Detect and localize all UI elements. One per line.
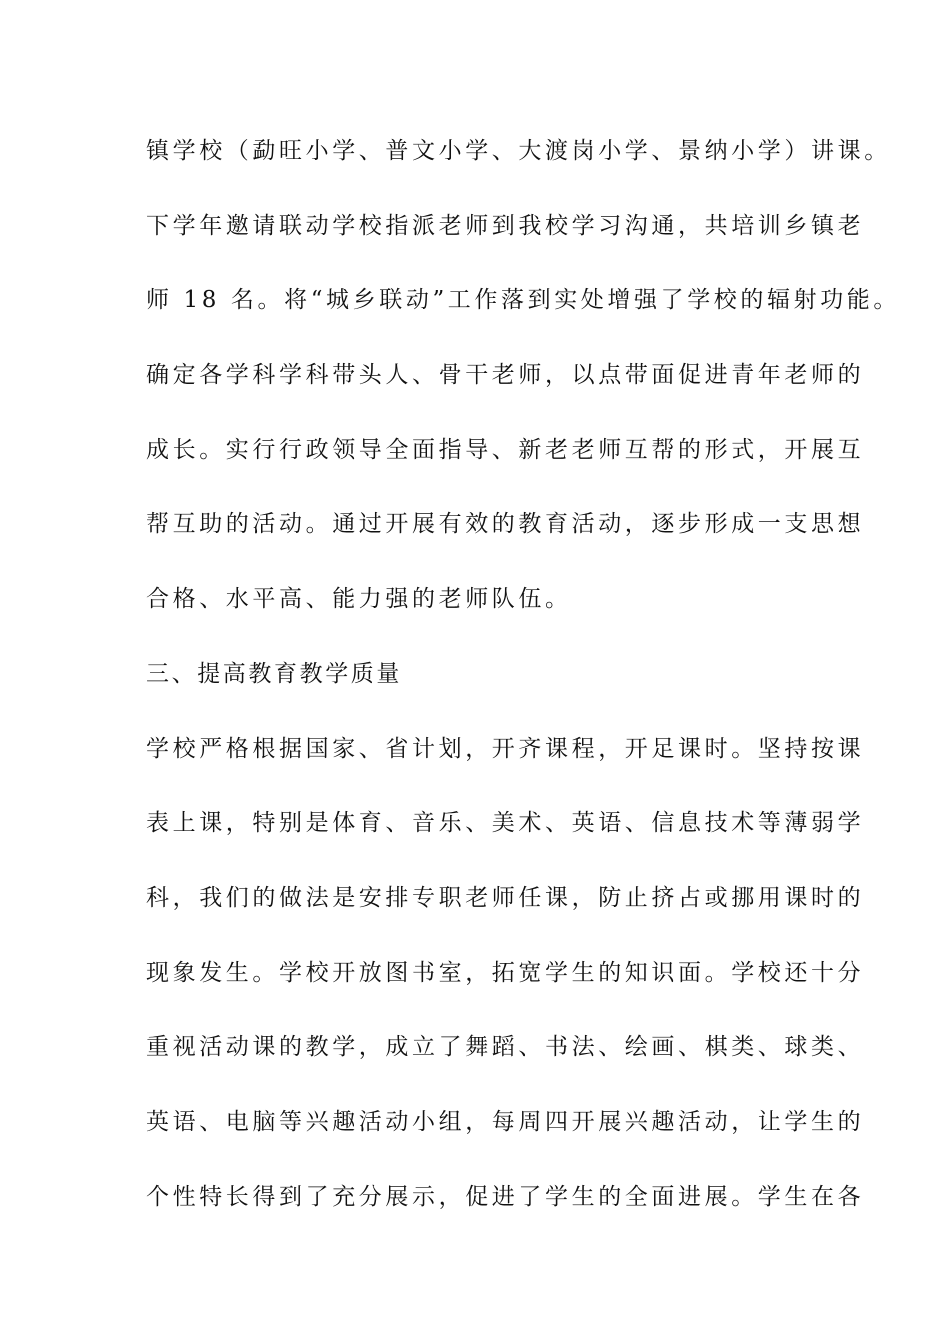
body-line: 帮互助的活动。通过开展有效的教育活动，逐步形成一支思想	[146, 511, 865, 538]
body-line: 师 18 名。将“城乡联动”工作落到实处增强了学校的辐射功能。	[146, 287, 901, 314]
body-line: 个性特长得到了充分展示，促进了学生的全面进展。学生在各	[146, 1183, 865, 1210]
body-line: 镇学校（勐旺小学、普文小学、大渡岗小学、景纳小学）讲课。	[146, 138, 891, 164]
body-line: 确定各学科学科带头人、骨干老师，以点带面促进青年老师的	[146, 362, 865, 389]
document-body	[146, 131, 901, 1251]
body-line: 表上课，特别是体育、音乐、美术、英语、信息技术等薄弱学	[146, 810, 865, 837]
body-line: 科，我们的做法是安排专职老师任课，防止挤占或挪用课时的	[146, 884, 865, 911]
body-line: 下学年邀请联动学校指派老师到我校学习沟通，共培训乡镇老	[146, 212, 865, 239]
section-heading: 三、提高教育教学质量	[146, 660, 402, 687]
body-line: 重视活动课的教学，成立了舞蹈、书法、绘画、棋类、球类、	[146, 1034, 865, 1061]
body-line: 现象发生。学校开放图书室，拓宽学生的知识面。学校还十分	[146, 959, 865, 986]
body-line: 学校严格根据国家、省计划，开齐课程，开足课时。坚持按课	[146, 735, 865, 762]
body-line: 英语、电脑等兴趣活动小组，每周四开展兴趣活动，让学生的	[146, 1108, 865, 1135]
body-line: 成长。实行行政领导全面指导、新老老师互帮的形式，开展互	[146, 436, 865, 463]
body-line: 合格、水平高、能力强的老师队伍。	[146, 586, 572, 613]
